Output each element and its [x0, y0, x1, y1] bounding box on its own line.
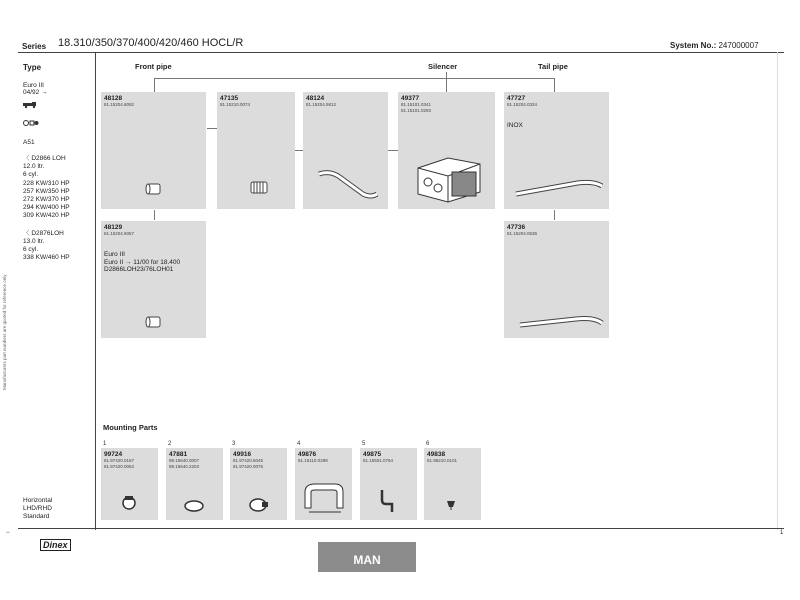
mounting-index: 5 [362, 441, 366, 447]
oe-number: 81.15204.6092 [104, 102, 135, 107]
mounting-card[interactable] [166, 448, 223, 520]
part-number: 49876 [298, 451, 317, 458]
connector-line [207, 128, 217, 129]
part-card[interactable] [101, 92, 206, 209]
engine-icon: 〈 [23, 155, 32, 162]
left-page-mark: − [6, 530, 10, 536]
part-number: 49875 [363, 451, 382, 458]
connector-line [554, 78, 555, 92]
engine-name: D2876LOH [31, 230, 64, 237]
mounting-index: 2 [168, 441, 172, 447]
type-line: 04/92 → [23, 89, 48, 96]
mounting-index: 1 [103, 441, 107, 447]
front-pipe-drawing [141, 180, 171, 200]
system-number [670, 41, 759, 50]
mounting-index: 4 [297, 441, 301, 447]
tail-pipe-heading: Tail pipe [538, 62, 568, 71]
part-number: 49838 [427, 451, 446, 458]
type-line: 309 KW/420 HP [23, 212, 70, 219]
bent-pipe-drawing [313, 164, 383, 204]
connector-line [154, 78, 554, 79]
oe-number: 81.15110.0298 [298, 458, 328, 463]
clamp-icon [118, 494, 140, 512]
silencer-heading: Silencer [428, 62, 458, 71]
type-line: A51 [23, 139, 35, 146]
part-card[interactable] [504, 92, 609, 209]
side-disclaimer: Manufacturers part numbers are quoted for reference only [2, 274, 7, 390]
mounting-card[interactable] [424, 448, 481, 520]
engine-line [23, 230, 64, 238]
orientation-line: Horizontal [23, 497, 53, 504]
mounting-card[interactable] [101, 448, 158, 520]
connector-line [388, 150, 398, 151]
part-number: 49916 [233, 451, 252, 458]
front-pipe-heading: Front pipe [135, 62, 172, 71]
part-number: 49377 [401, 95, 420, 102]
footer-rule [18, 528, 784, 529]
mounting-index: 3 [232, 441, 236, 447]
silencer-drawing [408, 148, 486, 206]
system-value: 247000007 [718, 41, 759, 50]
right-margin-line [777, 52, 778, 530]
orientation-line: LHD/RHD [23, 505, 52, 512]
part-number: 47727 [507, 95, 526, 102]
type-line: 228 KW/310 HP [23, 180, 70, 187]
front-pipe-drawing [141, 313, 171, 333]
rubber-mount-icon [444, 498, 458, 512]
page-number: 1 [780, 530, 784, 536]
oe-number: 81.15204.0334 [507, 102, 538, 107]
engine-icon: 〈 [23, 230, 32, 237]
type-line: 12.0 ltr. [23, 163, 45, 170]
part-number: 48129 [104, 224, 123, 231]
part-number: 99724 [104, 451, 123, 458]
mounting-card[interactable] [295, 448, 352, 520]
mounting-card[interactable] [230, 448, 287, 520]
type-line: 294 KW/400 HP [23, 204, 70, 211]
engine-line [23, 155, 66, 163]
type-line: 338 KW/460 HP [23, 254, 70, 261]
application-note: Euro III Euro II → 11/00 for 18.400 D2866LOH23/76LOH01 [104, 251, 181, 273]
tail-pipe-drawing [516, 307, 606, 333]
part-card[interactable] [303, 92, 388, 209]
oe-number: 81.97420.5045 81.97420.0076 [233, 458, 264, 469]
flex-pipe-drawing [245, 178, 275, 200]
material-note: INOX [507, 122, 523, 129]
part-number: 48124 [306, 95, 325, 102]
part-card[interactable] [398, 92, 495, 209]
type-heading: Type [23, 63, 42, 72]
part-card[interactable] [504, 221, 609, 338]
clamp-icon [246, 496, 270, 514]
truck-icon [23, 101, 37, 109]
part-card[interactable] [217, 92, 295, 209]
hanger-icon [376, 486, 400, 514]
mounting-parts-heading: Mounting Parts [103, 423, 158, 432]
brand-logo-text: Dinex [40, 539, 71, 551]
bracket-icon [299, 478, 349, 516]
connector-line [446, 72, 447, 92]
series-label: Series [22, 42, 47, 51]
header-rule [18, 52, 784, 53]
connector-line [295, 150, 303, 151]
oe-number: 81.15204.0536 [507, 231, 538, 236]
type-divider [95, 52, 96, 530]
oe-number: 81.15101.0341 81.15101.0293 [401, 102, 432, 113]
exhaust-position-icon [23, 119, 39, 127]
engine-name: D2866 LOH [31, 155, 66, 162]
type-line: 6 cyl. [23, 171, 39, 178]
mounting-card[interactable] [360, 448, 417, 520]
part-number: 47736 [507, 224, 526, 231]
oe-number: 81.97420.0157 81.97420.0062 [104, 458, 135, 469]
connector-line [154, 78, 155, 92]
brand-logo [40, 540, 71, 550]
type-line: Euro III [23, 82, 44, 89]
orientation-line: Standard [23, 513, 50, 520]
mounting-index: 6 [426, 441, 430, 447]
part-card[interactable] [101, 221, 206, 338]
system-label: System No.: [670, 41, 717, 50]
connector-line [554, 210, 555, 220]
part-number: 47135 [220, 95, 239, 102]
oe-number: 98.15640.0007 98.15640.2203 [169, 458, 200, 469]
tail-pipe-drawing [512, 172, 607, 202]
oe-number: 81.15501.0764 [363, 458, 394, 463]
type-line: 257 KW/350 HP [23, 188, 70, 195]
part-number: 47881 [169, 451, 188, 458]
oe-number: 81.15204.5812 [306, 102, 337, 107]
part-number: 48128 [104, 95, 123, 102]
connector-line [154, 210, 155, 220]
oe-number: 81.15210.0074 [220, 102, 251, 107]
type-line: 272 KW/370 HP [23, 196, 70, 203]
oe-number: 81.15204.6057 [104, 231, 135, 236]
oe-number: 81.96210.0101 [427, 458, 458, 463]
gasket-icon [181, 498, 207, 514]
make-tab[interactable]: MAN [318, 542, 416, 572]
series-value: 18.310/350/370/400/420/460 HOCL/R [58, 37, 244, 49]
type-line: 13.0 ltr. [23, 238, 45, 245]
type-line: 6 cyl. [23, 246, 39, 253]
